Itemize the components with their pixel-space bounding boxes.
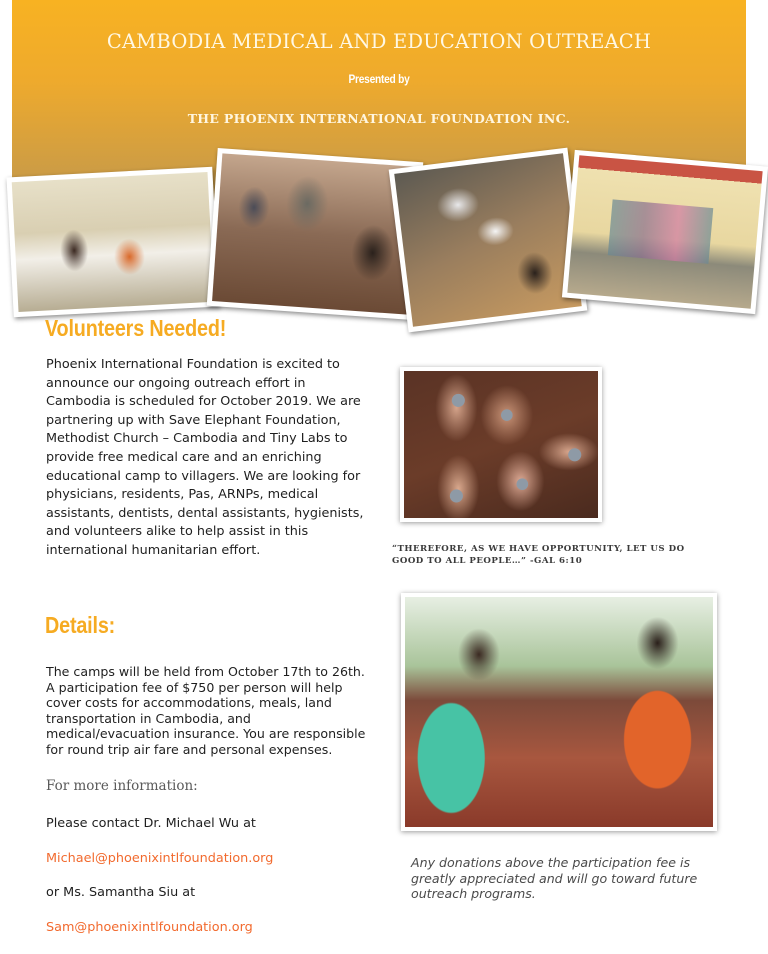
school-building-photo <box>562 150 768 314</box>
contact-line-michael: Please contact Dr. Michael Wu at <box>46 816 256 831</box>
organization-name: THE PHOENIX INTERNATIONAL FOUNDATION INC. <box>187 111 571 126</box>
blood-pressure-check-photo <box>401 593 717 831</box>
presented-by-label: Presented by <box>348 72 410 86</box>
details-heading: Details: <box>45 612 116 638</box>
contact-line-samantha: or Ms. Samantha Siu at <box>46 885 196 900</box>
email-link-michael[interactable]: Michael@phoenixintlfoundation.org <box>46 851 274 866</box>
volunteers-heading: Volunteers Needed! <box>45 315 227 341</box>
hands-with-coins-photo <box>400 367 602 522</box>
classroom-photo <box>6 167 219 318</box>
donation-note: Any donations above the participation fee is greatly appreciated and will go toward future outreach programs. <box>411 855 698 901</box>
volunteers-paragraph: Phoenix International Foundation is excited to announce our ongoing outreach effort in Cambodia is scheduled for October 2019. We are partnering up with Save Elephant Foundation, Methodist Church – Cambodia and Tiny Labs to provide free medical care and an enriching educational camp to villagers. We are looking for physicians, residents, Pas, ARNPs, medical assistants, dentists, dental assistants, hygienists, and volunteers alike to help assist in this international humanitarian effort. <box>46 357 364 558</box>
scripture-quote: “THEREFORE, AS WE HAVE OPPORTUNITY, LET US DO GOOD TO ALL PEOPLE…” -GAL 6:10 <box>392 544 685 566</box>
more-info-heading: For more information: <box>46 778 198 794</box>
flyer-title: CAMBODIA MEDICAL AND EDUCATION OUTREACH <box>106 30 652 53</box>
details-paragraph: The camps will be held from October 17th to 26th. A participation fee of $750 per person will help cover costs for accommodations, meals, land transportation in Cambodia, and medical/evacuation insurance. You are responsible for round trip air fare and personal expenses. <box>46 664 366 757</box>
students-writing-photo <box>389 148 588 333</box>
email-link-samantha[interactable]: Sam@phoenixintlfoundation.org <box>46 920 253 935</box>
